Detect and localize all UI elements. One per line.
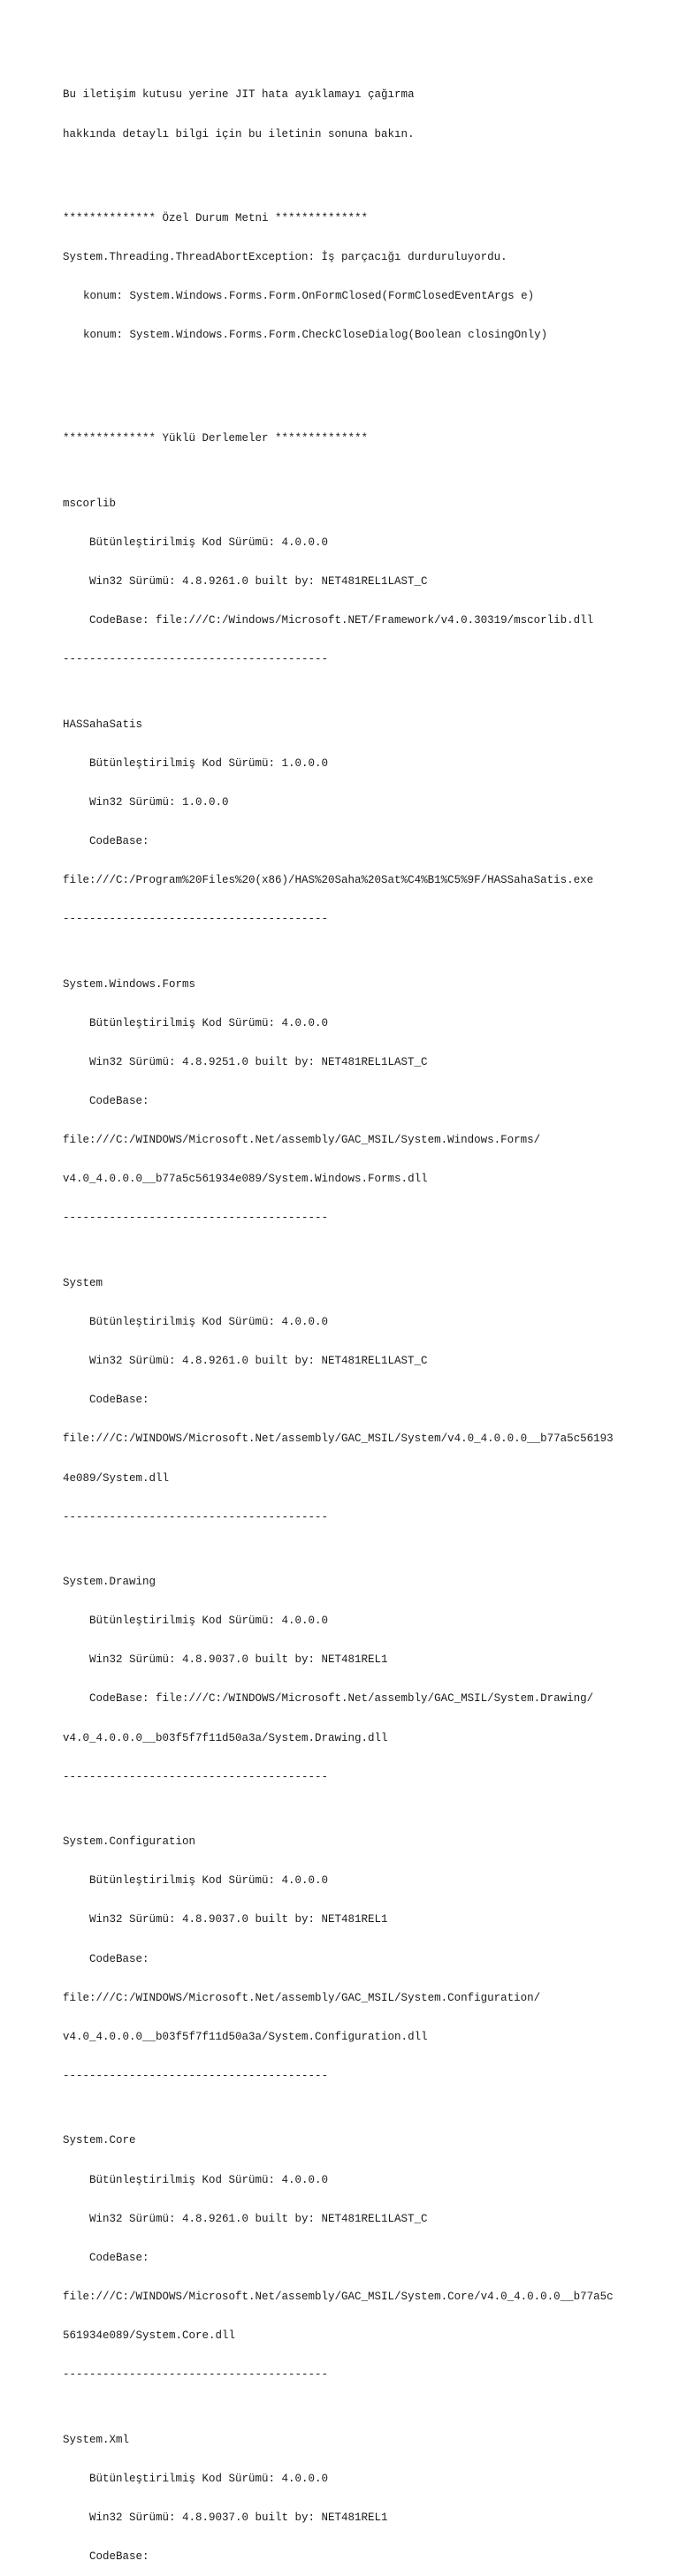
assembly-win32-version: Win32 Sürümü: 1.0.0.0 <box>89 795 229 809</box>
assembly-codebase-label: CodeBase: <box>89 1952 149 1965</box>
assembly-codebase-path-cont: v4.0_4.0.0.0__b03f5f7f11d50a3a/System.Configuration.dll <box>63 2030 428 2043</box>
assembly-codebase-path-cont: v4.0_4.0.0.0__b77a5c561934e089/System.Windows.Forms.dll <box>63 1173 428 1186</box>
assembly-codebase-label: CodeBase: <box>89 1394 149 1407</box>
assembly-win32-version: Win32 Sürümü: 4.8.9261.0 built by: NET481REL1LAST_C <box>89 575 428 589</box>
assembly-codebase-label: CodeBase: <box>89 835 149 848</box>
assembly-codebase-path: file:///C:/WINDOWS/Microsoft.Net/assembly/GAC_MSIL/System.Core/v4.0_4.0.0.0__b77a5c <box>63 2290 614 2303</box>
separator: ---------------------------------------- <box>63 913 329 926</box>
assembly-win32-version: Win32 Sürümü: 4.8.9037.0 built by: NET481REL1 <box>89 1653 388 1667</box>
separator: ---------------------------------------- <box>63 653 329 666</box>
assembly-codebase-label: CodeBase: <box>89 2251 149 2264</box>
assembly-codebase-path-cont: v4.0_4.0.0.0__b03f5f7f11d50a3a/System.Drawing.dll <box>63 1731 388 1744</box>
stack-frame: konum: System.Windows.Forms.Form.OnFormClosed(FormClosedEventArgs e) <box>83 289 535 302</box>
assembly-name: mscorlib <box>63 497 117 510</box>
assembly-version: Bütünleştirilmiş Kod Sürümü: 4.0.0.0 <box>89 536 329 549</box>
assembly-version: Bütünleştirilmiş Kod Sürümü: 4.0.0.0 <box>89 1615 329 1628</box>
assembly-name: System.Xml <box>63 2433 130 2446</box>
separator: ---------------------------------------- <box>63 1770 329 1783</box>
assembly-win32-version: Win32 Sürümü: 4.8.9037.0 built by: NET481REL1 <box>89 1913 388 1926</box>
exception-header: ************** Özel Durum Metni ************** <box>63 211 369 224</box>
assembly-name: System.Core <box>63 2134 136 2147</box>
separator: ---------------------------------------- <box>63 1212 329 1225</box>
stack-frame: konum: System.Windows.Forms.Form.CheckCloseDialog(Boolean closingOnly) <box>83 329 548 342</box>
assembly-version: Bütünleştirilmiş Kod Sürümü: 1.0.0.0 <box>89 756 329 770</box>
assembly-win32-version: Win32 Sürümü: 4.8.9251.0 built by: NET481REL1LAST_C <box>89 1056 428 1069</box>
intro-line-1: Bu iletişim kutusu yerine JIT hata ayıklamayı çağırma <box>63 88 415 102</box>
assemblies-header: ************** Yüklü Derlemeler ************** <box>63 432 369 445</box>
error-report-document <box>63 63 673 2576</box>
assembly-version: Bütünleştirilmiş Kod Sürümü: 4.0.0.0 <box>89 1016 329 1030</box>
assembly-codebase-label: CodeBase: <box>89 2549 149 2563</box>
assembly-codebase-path-cont: 561934e089/System.Core.dll <box>63 2329 236 2342</box>
assembly-codebase-path: file:///C:/WINDOWS/Microsoft.Net/assembly/GAC_MSIL/System.Configuration/ <box>63 1991 541 2004</box>
intro-line-2: hakkında detaylı bilgi için bu iletinin sonuna bakın. <box>63 127 415 141</box>
assembly-win32-version: Win32 Sürümü: 4.8.9261.0 built by: NET481REL1LAST_C <box>89 1355 428 1368</box>
assembly-name: HASSahaSatis <box>63 718 143 731</box>
assembly-version: Bütünleştirilmiş Kod Sürümü: 4.0.0.0 <box>89 1874 329 1888</box>
assembly-codebase: CodeBase: file:///C:/WINDOWS/Microsoft.Net/assembly/GAC_MSIL/System.Drawing/ <box>89 1692 594 1706</box>
exception-message: System.Threading.ThreadAbortException: İş parçacığı durduruluyordu. <box>63 250 507 263</box>
assembly-codebase-path: file:///C:/WINDOWS/Microsoft.Net/assembly/GAC_MSIL/System/v4.0_4.0.0.0__b77a5c56193 <box>63 1432 614 1446</box>
assembly-name: System.Drawing <box>63 1576 156 1589</box>
assembly-codebase-path: file:///C:/WINDOWS/Microsoft.Net/assembly/GAC_MSIL/System.Windows.Forms/ <box>63 1134 541 1147</box>
assembly-codebase-label: CodeBase: <box>89 1095 149 1108</box>
assembly-win32-version: Win32 Sürümü: 4.8.9037.0 built by: NET481REL1 <box>89 2511 388 2524</box>
separator: ---------------------------------------- <box>63 2069 329 2082</box>
assembly-name: System.Windows.Forms <box>63 977 196 991</box>
assembly-name: System.Configuration <box>63 1835 196 1849</box>
assembly-version: Bütünleştirilmiş Kod Sürümü: 4.0.0.0 <box>89 2173 329 2186</box>
assembly-name: System <box>63 1276 103 1289</box>
assembly-codebase-path: file:///C:/Program%20Files%20(x86)/HAS%20Saha%20Sat%C4%B1%C5%9F/HASSahaSatis.exe <box>63 874 594 887</box>
separator: ---------------------------------------- <box>63 1510 329 1524</box>
assembly-codebase: CodeBase: file:///C:/Windows/Microsoft.NET/Framework/v4.0.30319/mscorlib.dll <box>89 614 594 627</box>
separator: ---------------------------------------- <box>63 2368 329 2382</box>
assembly-version: Bütünleştirilmiş Kod Sürümü: 4.0.0.0 <box>89 2472 329 2485</box>
assembly-version: Bütünleştirilmiş Kod Sürümü: 4.0.0.0 <box>89 1316 329 1329</box>
assembly-win32-version: Win32 Sürümü: 4.8.9261.0 built by: NET481REL1LAST_C <box>89 2212 428 2225</box>
assembly-codebase-path-cont: 4e089/System.dll <box>63 1471 170 1485</box>
